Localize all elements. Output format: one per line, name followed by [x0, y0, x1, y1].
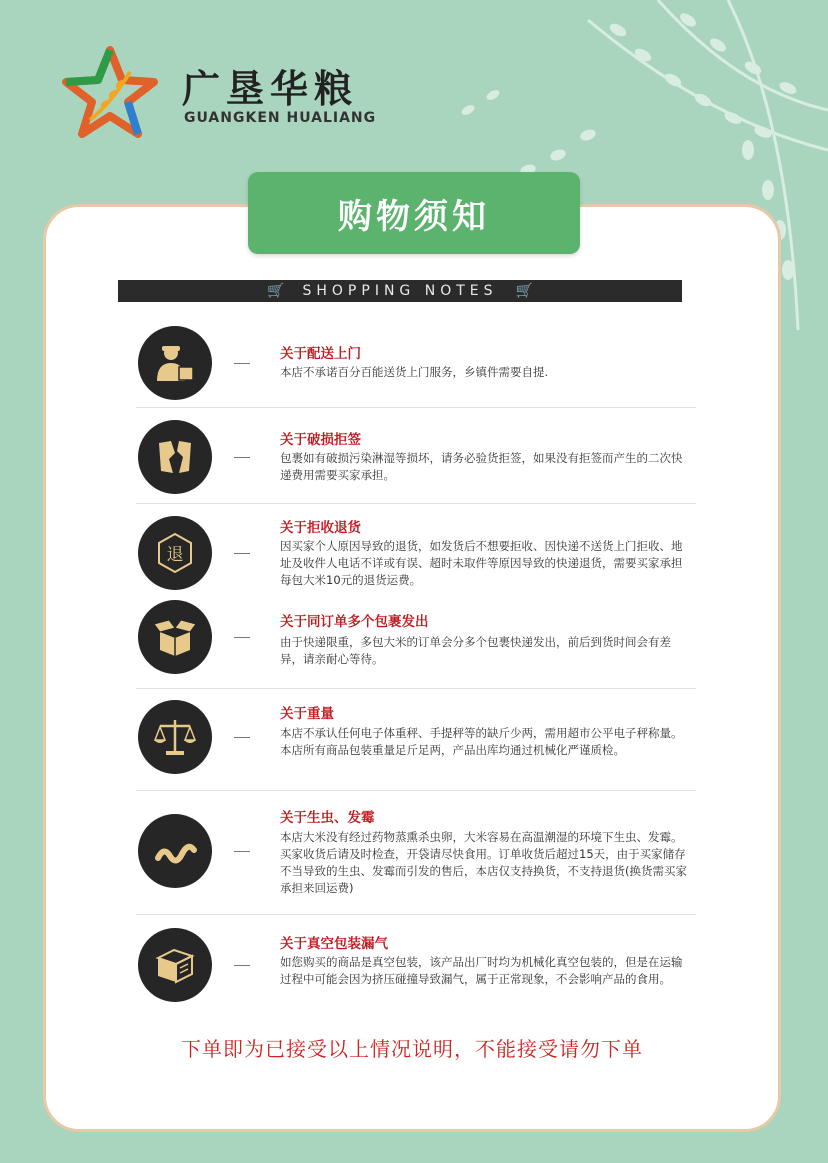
brand-name-cn: 广垦华粮 [182, 67, 359, 111]
brand-name-en: GUANGKEN HUALIANG [184, 110, 377, 126]
dash [234, 637, 250, 638]
subtitle: SHOPPING NOTES [302, 283, 498, 299]
note-damage [138, 418, 694, 498]
footer-notice: 下单即为已接受以上情况说明，不能接受请勿下单 [181, 1037, 643, 1061]
note-text: 因买家个人原因导致的退货，如发货后不想要拒收、因快递不送货上门拒收、地址及收件人电话不详或有误、超时未取件等原因导致的快递退货，需要买家承担每包大米10元的退货运费。 [280, 539, 683, 587]
divider [136, 914, 696, 915]
broken-package-icon [138, 420, 212, 494]
svg-text:退: 退 [166, 545, 184, 565]
vacuum-box-icon [138, 928, 212, 1002]
shopping-notes-bar [118, 280, 682, 302]
note-heading: 关于拒收退货 [280, 520, 361, 536]
return-icon [138, 516, 212, 590]
delivery-person-icon [138, 326, 212, 400]
note-text: 包裹如有破损污染淋湿等损坏，请务必验货拒签，如果没有拒签而产生的二次快递费用需要买家承担。 [280, 451, 683, 482]
note-vacuum-leak [138, 926, 694, 1018]
cart-icon: 🛒 [267, 283, 285, 299]
note-text: 如您购买的商品是真空包装，该产品出厂时均为机械化真空包装的，但是在运输过程中可能会因为挤压碰撞导致漏气，属于正常现象，不会影响产品的食用。 [280, 955, 683, 986]
scale-icon [138, 700, 212, 774]
note-text: 本店大米没有经过药物蒸熏杀虫卵，大米容易在高温潮湿的环境下生虫、发霉。买家收货后请及时检查，开袋请尽快食用。订单收货后超过15天，由于买家储存不当导致的生虫、发霉而引发的售后，本店仅支持换货，不支持退货(换货需买家承担来回运费) [280, 830, 687, 895]
note-return [138, 510, 694, 600]
brand-logo [60, 42, 160, 142]
open-box-icon [138, 600, 212, 674]
note-weight [138, 698, 694, 788]
dash [234, 965, 250, 966]
dash [234, 737, 250, 738]
divider [136, 790, 696, 791]
dash [234, 553, 250, 554]
note-heading: 关于生虫、发霉 [280, 810, 375, 826]
divider [136, 503, 696, 504]
note-text: 本店不承诺百分百能送货上门服务，乡镇件需要自提. [280, 365, 549, 379]
note-heading: 关于重量 [280, 706, 334, 722]
note-text: 本店不承认任何电子体重秤、手提秤等的缺斤少两，需用超市公平电子秤称量。本店所有商品包装重量足斤足两，产品出库均通过机械化严谨质检。 [280, 726, 683, 757]
page-title: 购物须知 [248, 172, 580, 254]
note-multi-package [138, 598, 694, 686]
dash [234, 363, 250, 364]
note-delivery [138, 322, 694, 402]
note-heading: 关于破损拒签 [280, 432, 361, 448]
note-heading: 关于配送上门 [280, 346, 361, 362]
note-insects-mold [138, 802, 694, 914]
note-heading: 关于真空包装漏气 [280, 936, 388, 952]
worm-icon [138, 814, 212, 888]
note-text: 由于快递限重，多包大米的订单会分多个包裹快递发出，前后到货时间会有差异，请亲耐心等待。 [280, 635, 671, 666]
dash [234, 851, 250, 852]
divider [136, 688, 696, 689]
dash [234, 457, 250, 458]
note-heading: 关于同订单多个包裹发出 [280, 614, 429, 630]
divider [136, 407, 696, 408]
cart-icon: 🛒 [515, 283, 533, 299]
